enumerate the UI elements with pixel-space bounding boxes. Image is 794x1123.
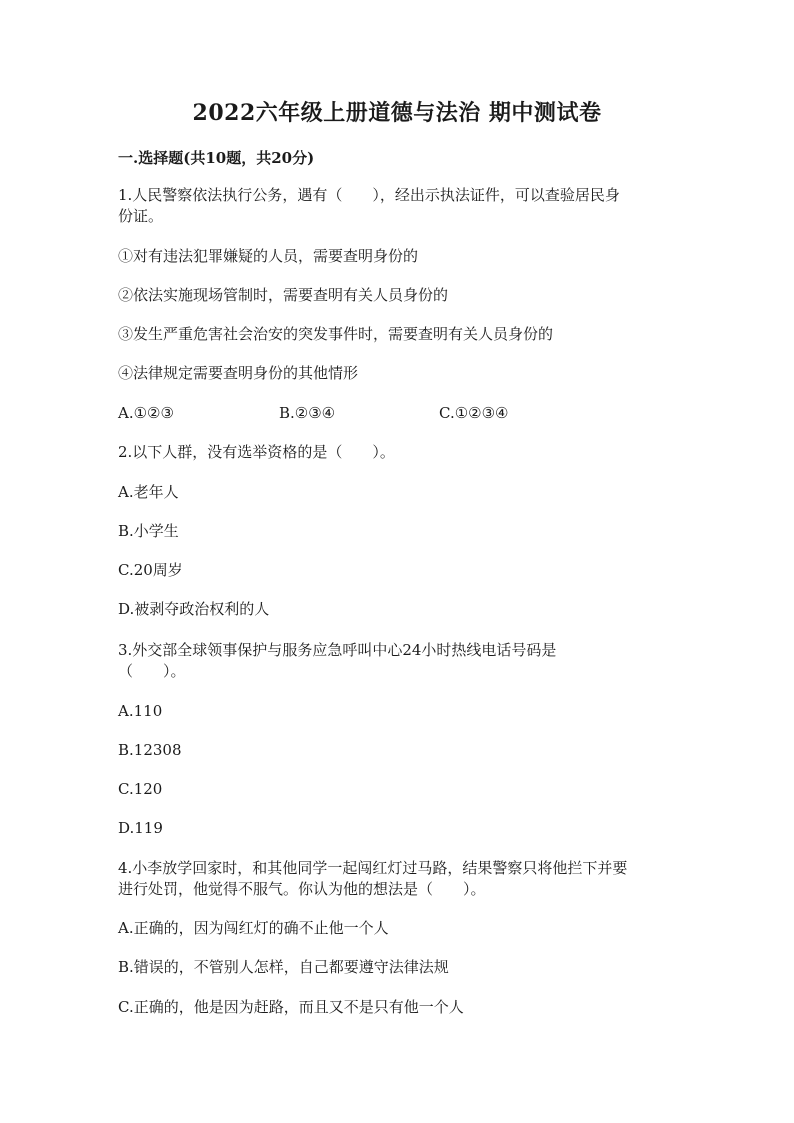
question-1-stem-cont: 份证。 bbox=[118, 207, 164, 225]
page-title: 2022六年级上册道德与法治 期中测试卷 bbox=[192, 100, 602, 126]
question-2-option-a: A.老年人 bbox=[118, 483, 179, 501]
question-4-stem: 4.小李放学回家时，和其他同学一起闯红灯过马路，结果警察只将他拦下并要 bbox=[118, 859, 628, 877]
question-3-stem-cont: （ ）。 bbox=[118, 662, 186, 680]
question-2-stem: 2.以下人群，没有选举资格的是（ ）。 bbox=[118, 443, 395, 461]
question-1-stem: 1.人民警察依法执行公务，遇有（ ），经出示执法证件，可以查验居民身 bbox=[118, 186, 620, 204]
question-4-option-a: A.正确的，因为闯红灯的确不止他一个人 bbox=[118, 919, 389, 937]
question-1-option-a: A.①②③ bbox=[118, 404, 174, 422]
question-4-stem-cont: 进行处罚，他觉得不服气。你认为他的想法是（ ）。 bbox=[118, 880, 486, 898]
question-1-option-c: C.①②③④ bbox=[439, 404, 509, 422]
question-2-option-b: B.小学生 bbox=[118, 522, 179, 540]
question-3-option-c: C.120 bbox=[118, 780, 163, 798]
question-1-option-b: B.②③④ bbox=[279, 404, 336, 422]
question-3-option-b: B.12308 bbox=[118, 741, 182, 759]
question-1-item: ①对有违法犯罪嫌疑的人员，需要查明身份的 bbox=[118, 247, 419, 265]
question-1-item: ③发生严重危害社会治安的突发事件时，需要查明有关人员身份的 bbox=[118, 325, 554, 343]
question-3-option-d: D.119 bbox=[118, 819, 163, 837]
question-3-option-a: A.110 bbox=[118, 702, 163, 720]
question-4-option-b: B.错误的，不管别人怎样，自己都要遵守法律法规 bbox=[118, 958, 449, 976]
question-1-item: ④法律规定需要查明身份的其他情形 bbox=[118, 364, 359, 382]
question-4-option-c: C.正确的，他是因为赶路，而且又不是只有他一个人 bbox=[118, 998, 464, 1016]
section-heading: 一.选择题(共10题，共20分) bbox=[118, 149, 315, 167]
question-1-item: ②依法实施现场管制时，需要查明有关人员身份的 bbox=[118, 286, 449, 304]
question-2-option-c: C.20周岁 bbox=[118, 561, 183, 579]
question-2-option-d: D.被剥夺政治权利的人 bbox=[118, 600, 270, 618]
question-3-stem: 3.外交部全球领事保护与服务应急呼叫中心24小时热线电话号码是 bbox=[118, 641, 557, 659]
